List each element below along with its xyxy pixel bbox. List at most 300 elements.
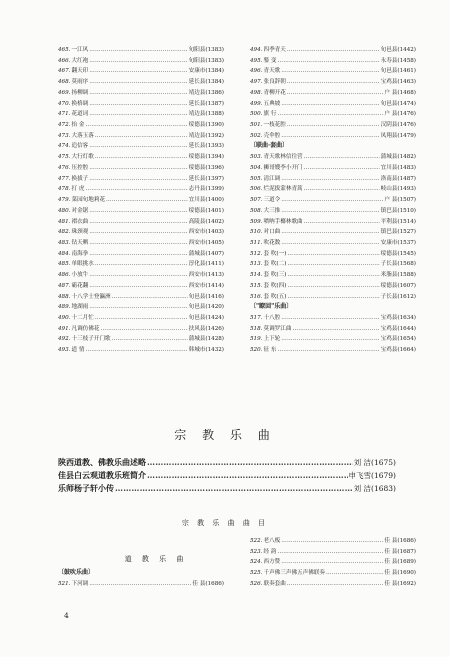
dot-leader: [89, 579, 191, 590]
entry-page: (1384): [205, 68, 224, 75]
entry-number: 519.: [250, 336, 263, 343]
entry-page: (1407): [205, 250, 224, 257]
entry-title: 套 吹(二): [263, 261, 287, 268]
entry-title: 联奏套曲: [263, 580, 286, 587]
entry-row: [58, 281, 224, 292]
entry-title: 老八板: [263, 538, 281, 544]
article-page: (1683): [371, 484, 396, 493]
entry-title: 钻天晒: [71, 239, 89, 246]
entry-row: [250, 249, 416, 260]
entry-title: 吹花数: [263, 239, 281, 246]
entry-title: 青天歌林信往营: [263, 154, 303, 161]
entry-page: (1397): [205, 175, 224, 182]
entry-number: 473.: [58, 132, 71, 139]
dot-leader: [281, 536, 383, 547]
entry-place: 户 县: [384, 111, 398, 118]
entry-place: 宝鸡县: [380, 347, 398, 354]
entry-number: 469.: [58, 89, 71, 96]
entry-place: 佳 县: [384, 538, 398, 544]
dot-leader: [100, 324, 187, 335]
entry-place: 志丹县: [188, 186, 206, 193]
article-list: [58, 456, 396, 495]
section-title: 宗 教 乐 曲: [174, 428, 276, 442]
dot-leader: [95, 131, 188, 142]
entry-row: [250, 206, 416, 217]
entry-number: 487.: [58, 282, 71, 289]
entry-number: 516.: [250, 293, 263, 300]
entry-number: 480.: [58, 207, 71, 214]
article-title: 乐师杨子轩小传: [58, 483, 114, 493]
entry-page: (1458): [397, 57, 416, 64]
entry-title: 经 韵: [263, 548, 277, 555]
entry-title: 南海拳: [71, 250, 89, 257]
entry-page: (1388): [205, 111, 224, 118]
entry-number: 485.: [58, 261, 71, 268]
subsection-title: 宗 教 乐 曲 曲 目: [181, 519, 269, 527]
entry-page: (1432): [205, 347, 224, 354]
entry-title: 大三推: [263, 207, 281, 214]
dot-leader: [281, 66, 379, 77]
entry-place: 绥德县: [380, 282, 398, 289]
entry-row: [58, 249, 224, 260]
entry-number: 506.: [250, 186, 263, 193]
article-row: [58, 482, 396, 495]
entry-page: (1383): [205, 57, 224, 64]
dot-leader: [281, 99, 379, 110]
entry-title: 对口曲: [263, 229, 281, 236]
entry-row: [250, 547, 416, 558]
dot-leader: [112, 334, 188, 345]
entry-place: 靖边县: [188, 132, 206, 139]
entry-title: 打 虎: [71, 186, 85, 193]
entry-page: (1510): [397, 207, 416, 214]
entry-page: (1442): [397, 47, 416, 53]
entry-row: [250, 163, 416, 174]
dot-leader: [277, 547, 383, 558]
entry-number: 500.: [250, 111, 263, 118]
entry-title: 追信客: [71, 143, 89, 150]
entry-title: 道 情: [71, 347, 85, 354]
entry-row: [58, 163, 224, 174]
dot-leader: [277, 345, 379, 356]
entry-place: 宝鸡县: [380, 336, 398, 343]
entry-title: 莫调罗江曲: [263, 325, 292, 332]
entry-place: 佳 县: [192, 580, 206, 587]
entry-row: [250, 195, 416, 206]
entry-title: 套 吹(四): [263, 282, 287, 289]
subsection-label: 〔联曲·套曲〕: [250, 142, 289, 150]
dot-leader: [281, 227, 379, 238]
entry-page: (1411): [205, 261, 224, 268]
entry-row: [58, 334, 224, 345]
entry-title: 换拔子: [71, 175, 89, 182]
entry-place: 宝鸡县: [380, 314, 398, 321]
entry-place: 蒲城县: [188, 336, 206, 343]
entry-row: [250, 99, 416, 110]
entry-number: 517.: [250, 314, 263, 321]
entry-place: 佳 县: [384, 580, 398, 587]
entry-row: [250, 227, 416, 238]
dot-leader: [287, 281, 379, 292]
entry-page: (1545): [397, 250, 416, 257]
entry-title: 凡调仿佛花: [71, 325, 100, 332]
entry-title: 抬 金: [71, 122, 85, 129]
entry-title: 菜园旬地莉花: [71, 197, 106, 204]
entry-title: 褶衣曲: [71, 218, 89, 225]
entry-title: 大行灯歌: [71, 154, 94, 161]
entry-number: 509.: [250, 218, 263, 225]
dot-leader: [106, 195, 188, 206]
entry-title: 霸花翻: [71, 282, 89, 289]
entry-title: 四季青天: [263, 47, 286, 53]
entry-place: 旬邑县: [380, 100, 398, 107]
entry-page: (1493): [397, 186, 416, 193]
dot-leader: [287, 249, 379, 260]
dot-leader: [326, 568, 383, 579]
entry-title: 清江调: [263, 175, 281, 182]
entry-page: (1420): [205, 304, 224, 311]
entry-title: 十八学士登瀛洲: [71, 293, 111, 300]
dot-leader: [281, 131, 379, 142]
entry-page: (1612): [397, 293, 416, 300]
entry-title: 征 东: [263, 347, 277, 354]
entry-page: (1424): [205, 314, 224, 321]
dot-leader: [89, 174, 187, 185]
entry-title: 花道词: [71, 111, 89, 118]
entry-title: 扬柳调: [71, 89, 89, 96]
entry-row: [58, 45, 224, 56]
dot-leader: [287, 259, 379, 270]
entry-title: 翻天印: [71, 68, 89, 75]
entry-place: 延长县: [188, 143, 206, 150]
entry-page: (1393): [205, 143, 224, 150]
article-title: 佳县白云观道教乐班简介: [58, 470, 146, 480]
entry-page: (1686): [205, 580, 224, 587]
entry-page: (1384): [205, 79, 224, 86]
entry-page: (1607): [397, 282, 416, 289]
entry-number: 494.: [250, 47, 263, 53]
page-number: 4: [64, 611, 69, 620]
dot-leader: [89, 217, 187, 228]
entry-row: [58, 152, 224, 163]
entry-place: 蒲城县: [380, 154, 398, 161]
entry-place: 旬阳县: [188, 57, 206, 64]
entry-row: [58, 292, 224, 303]
entry-page: (1394): [205, 154, 224, 161]
entry-row: [58, 120, 224, 131]
entry-row: [250, 313, 416, 324]
entry-page: (1383): [205, 47, 224, 53]
entry-number: 468.: [58, 79, 71, 86]
entry-title: 小放牛: [71, 272, 89, 279]
entry-title: 鏊 变: [263, 57, 277, 64]
subsection-label: 〔"瞭回"乐曲〕: [250, 303, 293, 311]
article-title: 陕西道教、佛教乐曲述略: [58, 457, 146, 467]
entry-number: 492.: [58, 336, 71, 343]
entry-title: 地湖雨: [71, 304, 89, 311]
entry-row: [58, 238, 224, 249]
entry-page: (1686): [397, 538, 416, 544]
entry-title: 十二月忙: [71, 314, 94, 321]
dot-leader: [89, 56, 187, 67]
entry-number: 482.: [58, 229, 71, 236]
entry-place: 汉阴县: [380, 122, 398, 129]
dot-leader: [281, 195, 383, 206]
entry-page: (1400): [205, 197, 224, 204]
entry-number: 481.: [58, 218, 71, 225]
entry-row: [250, 88, 416, 99]
entry-number: 495.: [250, 57, 263, 64]
entry-number: 523.: [250, 548, 263, 555]
article-page: (1679): [371, 471, 396, 480]
entry-number: 496.: [250, 68, 263, 75]
dot-leader: [281, 174, 379, 185]
entry-page: (1654): [397, 336, 416, 343]
dot-leader: [89, 66, 187, 77]
entry-row: [250, 292, 416, 303]
entry-page: (1514): [397, 218, 416, 225]
entry-title: 喷呐手椰林歌曲: [263, 218, 303, 225]
entry-title: 套 吹(三): [263, 272, 287, 279]
dot-leader: [89, 249, 187, 260]
entry-place: 子长县: [380, 261, 398, 268]
entry-number: 526.: [250, 580, 263, 587]
entry-number: 505.: [250, 175, 263, 182]
entry-place: 西安市: [188, 229, 206, 236]
entry-page: (1392): [205, 132, 224, 139]
entry-page: (1537): [397, 239, 416, 246]
entry-number: 511.: [250, 239, 263, 246]
entry-title: 十八腔: [263, 314, 281, 321]
entry-page: (1634): [397, 314, 416, 321]
entry-title: 对金锯: [71, 207, 89, 214]
entry-place: 宝鸡县: [380, 79, 398, 86]
entry-number: 502.: [250, 132, 263, 139]
dot-leader: [89, 206, 187, 217]
entry-place: 凤翔县: [380, 132, 398, 139]
entry-place: 旬邑县: [380, 47, 398, 53]
entry-page: (1403): [205, 229, 224, 236]
article-row: [58, 456, 396, 469]
dot-leader: [281, 557, 383, 568]
entry-place: 西安市: [188, 272, 206, 279]
entry-page: (1479): [397, 132, 416, 139]
dot-leader: [89, 302, 187, 313]
entry-place: 高陵县: [188, 218, 206, 225]
dot-leader: [287, 120, 380, 131]
entry-place: 宜川县: [380, 164, 398, 171]
entry-page: (1414): [205, 282, 224, 289]
entry-title: 下河调: [71, 580, 89, 587]
entry-title: 三道令: [263, 197, 281, 204]
entry-place: 洛南县: [380, 175, 398, 182]
entry-number: 467.: [58, 68, 71, 75]
entry-title: 千声佛三声佛五声佛联奏: [263, 570, 326, 577]
entry-page: (1402): [205, 218, 224, 225]
dot-leader: [277, 56, 379, 67]
entry-row: [250, 324, 416, 335]
entry-title: 套 吹(一): [263, 250, 287, 257]
entry-number: 470.: [58, 100, 71, 107]
entry-place: 户 县: [384, 89, 398, 96]
entry-row: [250, 174, 416, 185]
dot-leader: [287, 292, 379, 303]
dot-leader: [85, 345, 187, 356]
entry-page: (1527): [397, 229, 416, 236]
entry-place: 米脂县: [380, 272, 398, 279]
entry-number: 465.: [58, 47, 71, 53]
entry-title: 压控腔: [71, 164, 89, 171]
entry-row: [250, 45, 416, 56]
entry-number: 479.: [58, 197, 71, 204]
entry-row: [250, 345, 416, 356]
entry-title: 一枝花腔: [263, 122, 286, 129]
entry-page: (1568): [397, 261, 416, 268]
dot-leader: [89, 281, 187, 292]
entry-page: (1396): [205, 164, 224, 171]
entry-place: 延长县: [188, 175, 206, 182]
entry-place: 佳 县: [384, 548, 398, 555]
entry-page: (1507): [397, 197, 416, 204]
entry-title: 烂泥拔蒙林青蒿: [263, 186, 303, 193]
entry-place: 宝鸡县: [380, 325, 398, 332]
entry-place: 旬邑县: [188, 293, 206, 300]
entry-title: 上下轮: [263, 336, 281, 343]
entry-row: [250, 109, 416, 120]
entry-row: [250, 334, 416, 345]
entry-page: (1690): [397, 570, 416, 577]
entry-number: 525.: [250, 570, 263, 577]
entry-row: [250, 56, 416, 67]
entry-row: [58, 77, 224, 88]
entry-row: [250, 217, 416, 228]
entry-row: [58, 99, 224, 110]
entry-number: 477.: [58, 175, 71, 182]
entry-place: 西安市: [188, 239, 206, 246]
entry-page: (1399): [205, 186, 224, 193]
dot-leader: [287, 88, 384, 99]
entry-place: 宜川县: [188, 197, 206, 204]
dot-leader: [89, 88, 187, 99]
entry-title: 青柳开花: [263, 89, 286, 96]
entry-title: 五典坡: [263, 100, 281, 107]
entry-row: [58, 195, 224, 206]
entry-place: 靖边县: [188, 89, 206, 96]
dot-leader: [89, 141, 187, 152]
entry-title: 单眼挑水: [71, 261, 94, 268]
dot-leader: [281, 334, 379, 345]
entry-row: [250, 184, 416, 195]
entry-place: 绥德县: [188, 207, 206, 214]
entry-row: [58, 88, 224, 99]
entry-place: 户 县: [384, 197, 398, 204]
dot-leader: [112, 292, 188, 303]
entry-number: 472.: [58, 122, 71, 129]
entry-place: 绥德县: [188, 122, 206, 129]
entry-page: (1386): [205, 89, 224, 96]
entry-page: (1588): [397, 272, 416, 279]
entry-row: [250, 281, 416, 292]
entry-row: [58, 217, 224, 228]
entry-page: (1387): [205, 100, 224, 107]
dot-leader: [89, 109, 187, 120]
entry-row: [58, 131, 224, 142]
dot-leader: [287, 77, 380, 88]
entry-number: 484.: [58, 250, 71, 257]
article-author: 刘 洁: [353, 458, 372, 467]
entry-place: 绥德县: [380, 250, 398, 257]
daoist-music-title: 道 教 乐 曲: [124, 555, 188, 563]
entry-row: [250, 238, 416, 249]
entry-page: (1390): [205, 122, 224, 129]
dot-leader: [304, 152, 380, 163]
article-row: [58, 469, 396, 482]
entry-row: [250, 579, 416, 590]
entry-row: [58, 345, 224, 356]
entry-number: 518.: [250, 325, 263, 332]
dot-leader: [304, 163, 380, 174]
entry-number: 524.: [250, 559, 263, 566]
article-author: 申飞雪: [348, 471, 372, 480]
entry-page: (1405): [205, 239, 224, 246]
dot-leader: [147, 456, 353, 469]
entry-number: 504.: [250, 164, 263, 171]
entry-title: 壳伞腔: [263, 132, 281, 139]
entry-row: [250, 77, 416, 88]
entry-title: 张良辞朝: [263, 79, 286, 86]
entry-title: 一江风: [71, 47, 89, 53]
entry-number: 501.: [250, 122, 263, 129]
dot-leader: [89, 45, 187, 56]
entry-row: [250, 66, 416, 77]
entry-place: 安康市: [380, 239, 398, 246]
entry-page: (1487): [397, 175, 416, 182]
entry-number: 503.: [250, 154, 263, 161]
dot-leader: [292, 324, 379, 335]
dot-leader: [277, 109, 383, 120]
article-author: 刘 洁: [353, 484, 372, 493]
article-page: (1675): [371, 458, 396, 467]
bottom-right-column: [250, 536, 416, 590]
entry-row: [58, 174, 224, 185]
entry-page: (1461): [397, 68, 416, 75]
entry-page: (1687): [397, 548, 416, 555]
entry-page: (1426): [205, 325, 224, 332]
entry-row: [58, 206, 224, 217]
entry-title: 换格调: [71, 100, 89, 107]
entry-place: 绥德县: [188, 154, 206, 161]
entry-page: (1463): [397, 79, 416, 86]
entry-row: [58, 302, 224, 313]
entry-page: (1689): [397, 559, 416, 566]
entry-title: 套 吹(五): [263, 293, 287, 300]
entry-row: [58, 259, 224, 270]
entry-row: [250, 557, 416, 568]
entry-row: [58, 109, 224, 120]
entry-row: [250, 152, 416, 163]
dot-leader: [89, 227, 187, 238]
entry-place: 靖边县: [188, 111, 206, 118]
entry-place: 永寿县: [380, 57, 398, 64]
entry-place: 旬邑县: [188, 314, 206, 321]
entry-number: 497.: [250, 79, 263, 86]
entry-place: 延长县: [188, 100, 206, 107]
entry-number: 515.: [250, 282, 263, 289]
entry-number: 510.: [250, 229, 263, 236]
entry-title: 旗 行: [263, 111, 277, 118]
dot-leader: [304, 217, 380, 228]
entry-number: 513.: [250, 261, 263, 268]
